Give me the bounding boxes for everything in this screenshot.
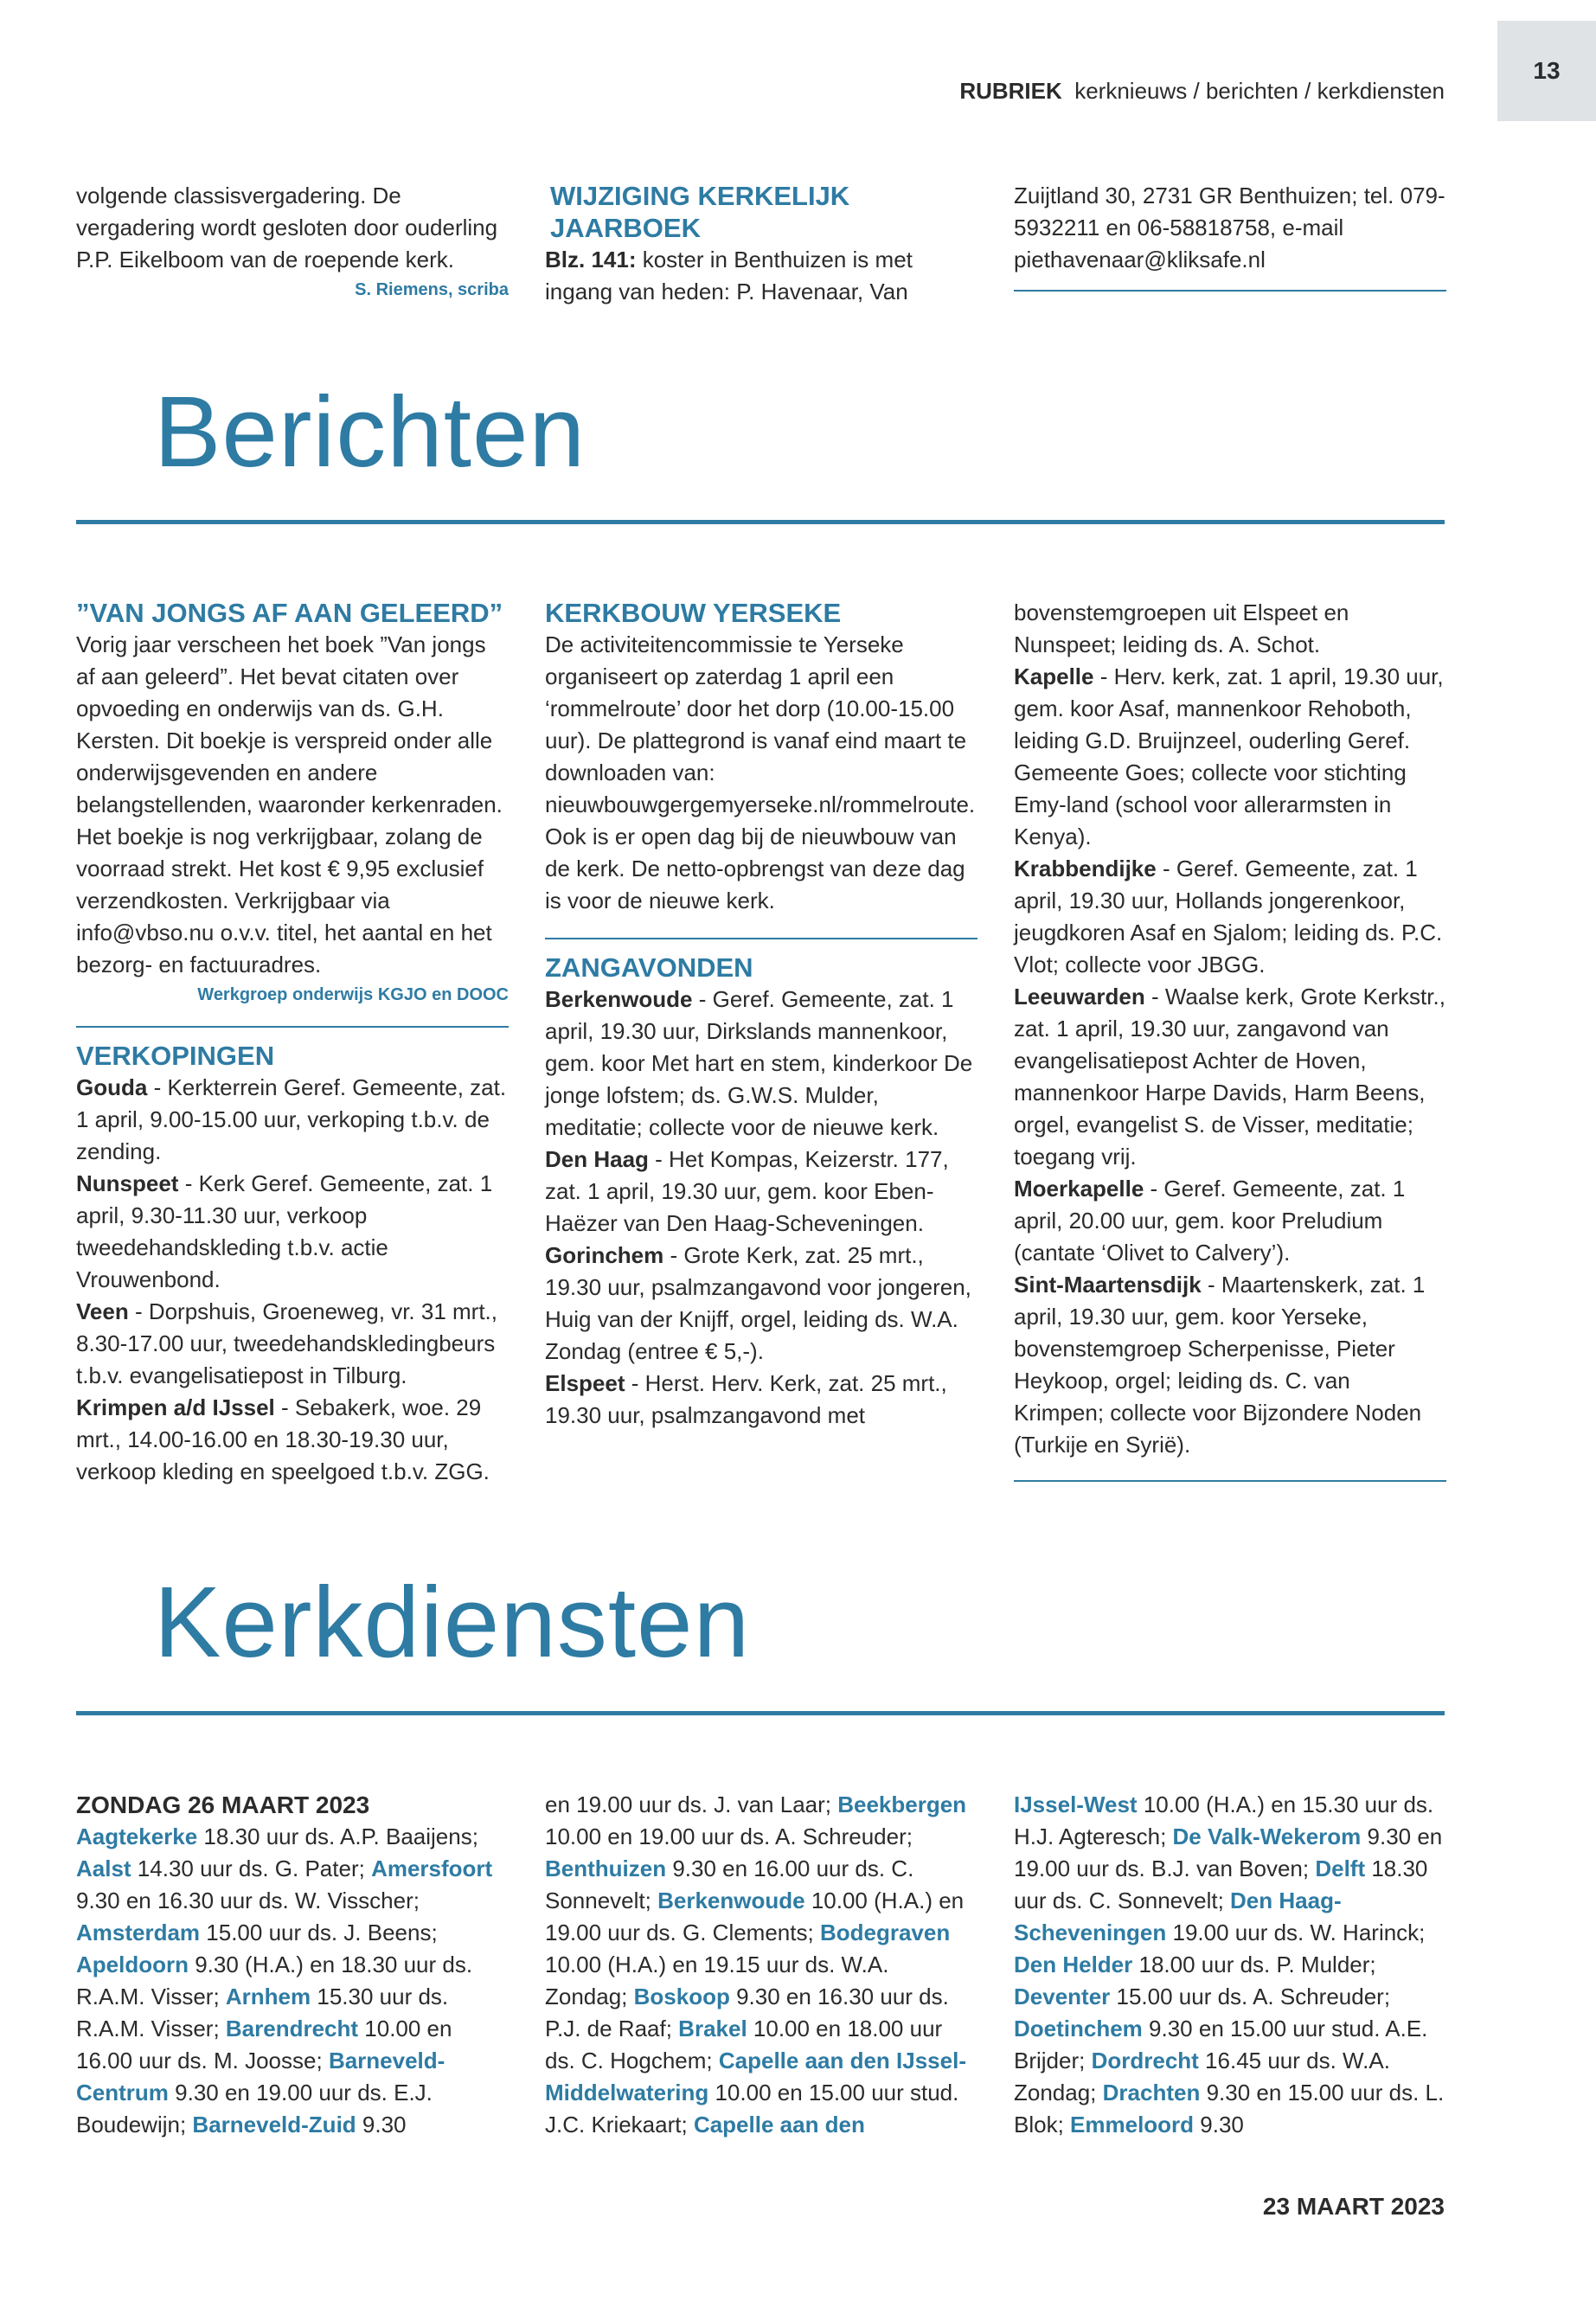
top-col2-lead: Blz. 141: — [545, 247, 637, 272]
place-name: Elspeet — [545, 1370, 625, 1396]
list-paragraph — [1014, 853, 1446, 981]
berichten-column-3 — [1014, 597, 1446, 1494]
service-text: 9.30 — [1194, 2112, 1244, 2138]
section-rule — [76, 1711, 1445, 1715]
list-paragraph — [545, 1240, 977, 1368]
place-name: Leeuwarden — [1014, 984, 1145, 1009]
service-text: 15.00 uur ds. J. Beens; — [200, 1920, 438, 1945]
place-name: IJssel-West — [1014, 1791, 1138, 1817]
service-text: 10.00 en 16.00 uur ds. M. Joosse; — [76, 2016, 452, 2073]
place-name: Aagtekerke — [76, 1823, 198, 1849]
service-text: 9.30 en 15.00 uur stud. A.E. Brijder; — [1014, 2016, 1428, 2073]
rubric-label: RUBRIEK — [959, 78, 1062, 104]
service-text: 10.00 en 19.00 uur ds. A. Schreuder; — [545, 1823, 913, 1849]
place-name: Drachten — [1102, 2080, 1201, 2106]
place-name: Boskoop — [633, 1984, 730, 2009]
place-name: Moerkapelle — [1014, 1176, 1144, 1202]
item-text: - Herst. Herv. Kerk, zat. 25 mrt., 19.30 uur, psalmzangavond met — [545, 1370, 947, 1428]
service-text: 14.30 uur ds. G. Pater; — [131, 1856, 372, 1881]
item-text: - Sebakerk, woe. 29 mrt., 14.00-16.00 en 18.30-19.30 uur, verkoop kleding en speelgoed t.b.v. ZGG. — [76, 1394, 490, 1484]
article-heading: KERKBOUW YERSEKE — [545, 598, 842, 628]
place-name: Barneveld-Centrum — [76, 2048, 445, 2106]
place-name: Berkenwoude — [545, 986, 693, 1012]
top-col2-paragraph — [545, 244, 977, 308]
top-col2-heading: WIJZIGING KERKELIJK JAARBOEK — [550, 181, 850, 243]
top-column-2 — [545, 180, 977, 308]
item-text: - Het Kompas, Keizerstr. 177, zat. 1 april, 19.30 uur, gem. koor Eben-Haëzer van Den Haag-Scheveningen. — [545, 1146, 949, 1236]
article-paragraph: Vorig jaar verscheen het boek ”Van jongs af aan geleerd”. Het bevat citaten over opvoeding en onderwijs van ds. G.H. Kersten. Dit boekje is verspreid onder alle onderwijsgevenden en andere belangstellenden, waaronder kerkenraden. Het boekje is nog verkrijgbaar, zolang de voorraad strekt. Het kost € 9,95 exclusief verzendkosten. Verkrijgbaar via info@vbso.nu o.v.v. titel, het aantal en het bezorg- en factuuradres. — [76, 631, 503, 977]
service-text: 9.30 (H.A.) en 18.30 uur ds. R.A.M. Visser; — [76, 1952, 473, 2009]
article-signature: Werkgroep onderwijs KGJO en DOOC — [197, 985, 509, 1004]
kerkdiensten-column-1 — [76, 1789, 509, 2141]
item-text: - Kerk Geref. Gemeente, zat. 1 april, 9.30-11.30 uur, verkoop tweedehandskleding t.b.v. actie Vrouwenbond. — [76, 1170, 493, 1292]
place-name: Emmeloord — [1070, 2112, 1195, 2138]
list-paragraph — [1014, 661, 1446, 853]
service-text: 9.30 en 15.00 uur ds. L. Blok; — [1014, 2080, 1445, 2138]
top-column-1 — [76, 180, 509, 304]
place-name: Amsterdam — [76, 1920, 201, 1945]
item-text: - Geref. Gemeente, zat. 1 april, 20.00 uur, gem. koor Preludium (cantate ‘Olivet to Calvery’). — [1014, 1176, 1406, 1266]
place-name: Beekbergen — [837, 1791, 967, 1817]
service-text: 10.00 en 18.00 uur ds. C. Hogchem; — [545, 2016, 943, 2073]
list-paragraph — [76, 1168, 509, 1296]
place-name: Barneveld-Zuid — [192, 2112, 356, 2138]
section-rule — [76, 520, 1445, 524]
list-paragraph — [545, 1368, 977, 1432]
services-paragraph — [545, 1789, 977, 2141]
place-name: Benthuizen — [545, 1856, 667, 1881]
item-text: - Geref. Gemeente, zat. 1 april, 19.30 uur, Dirkslands mannenkoor, gem. koor Met hart en stem, kinderkoor De jonge lofstem; ds. G.W.S. Mulder, meditatie; collecte voor de nieuwe kerk. — [545, 986, 973, 1140]
place-name: Brakel — [678, 2016, 747, 2041]
service-text: 15.30 uur ds. R.A.M. Visser; — [76, 1984, 449, 2041]
article-paragraph: De activiteitencommissie te Yerseke organiseert op zaterdag 1 april een ‘rommelroute’ door het dorp (10.00-15.00 uur). De plattegrond is vanaf eind maart te downloaden van: nieuwbouwgergemyerseke.nl/rommelroute. Ook is er open dag bij de nieuwbouw van de kerk. De netto-opbrengst van deze dag is voor de nieuwe kerk. — [545, 631, 976, 913]
top-col2-text: koster in Benthuizen is met ingang van heden: P. Havenaar, Van — [545, 247, 913, 304]
service-text: 16.45 uur ds. W.A. Zondag; — [1014, 2048, 1390, 2106]
divider — [545, 938, 977, 939]
place-name: Capelle aan den — [693, 2112, 865, 2138]
place-name: Capelle aan den IJssel-Middelwatering — [545, 2048, 966, 2106]
divider — [1014, 1480, 1446, 1482]
place-name: Sint-Maartensdijk — [1014, 1272, 1202, 1298]
place-name: Gorinchem — [545, 1242, 664, 1268]
place-name: Den Helder — [1014, 1952, 1133, 1977]
service-text: 9.30 en 16.30 uur ds. W. Visscher; — [76, 1888, 420, 1913]
section-header — [959, 78, 1445, 105]
service-text: 15.00 uur ds. A. Schreuder; — [1110, 1984, 1391, 2009]
item-text: - Kerkterrein Geref. Gemeente, zat. 1 april, 9.00-15.00 uur, verkoping t.b.v. de zending. — [76, 1074, 507, 1164]
item-text: - Herv. kerk, zat. 1 april, 19.30 uur, gem. koor Asaf, mannenkoor Rehoboth, leiding G.D. Bruijnzeel, ouderling Geref. Gemeente Goes; collecte voor stichting Emy-land (school voor allerarmsten in Kenya). — [1014, 663, 1444, 849]
place-name: Arnhem — [225, 1984, 311, 2009]
place-name: Doetinchem — [1014, 2016, 1143, 2041]
top-column-3 — [1014, 180, 1446, 304]
service-text: 19.00 uur ds. W. Harinck; — [1166, 1920, 1426, 1945]
divider — [1014, 290, 1446, 292]
page-number: 13 — [1497, 21, 1596, 121]
place-name: Amersfoort — [371, 1856, 493, 1881]
services-paragraph — [76, 1821, 509, 2141]
service-text: 9.30 en 19.00 uur ds. E.J. Boudewijn; — [76, 2080, 433, 2138]
item-text: - Dorpshuis, Groeneweg, vr. 31 mrt., 8.30-17.00 uur, tweedehandskledingbeurs t.b.v. evangelisatiepost in Tilburg. — [76, 1298, 497, 1388]
service-text: 9.30 en 19.00 uur ds. B.J. van Boven; — [1014, 1823, 1443, 1881]
berichten-column-2 — [545, 597, 977, 1432]
berichten-title: Berichten — [154, 375, 586, 488]
article-heading: ZANGAVONDEN — [545, 952, 753, 983]
service-text: 9.30 — [356, 2112, 407, 2138]
date-heading: ZONDAG 26 MAART 2023 — [76, 1791, 370, 1818]
place-name: Delft — [1315, 1856, 1366, 1881]
place-name: Nunspeet — [76, 1170, 179, 1196]
place-name: Krabbendijke — [1014, 856, 1157, 881]
place-name: Bodegraven — [819, 1920, 951, 1945]
service-text: en 19.00 uur ds. J. van Laar; — [545, 1791, 838, 1817]
list-paragraph — [1014, 1269, 1446, 1461]
place-name: Veen — [76, 1298, 129, 1324]
service-text: 10.00 (H.A.) en 19.15 uur ds. W.A. Zondag; — [545, 1952, 889, 2009]
item-text: - Geref. Gemeente, zat. 1 april, 19.30 uur, Hollands jongerenkoor, jeugdkoren Asaf en Sjalom; leiding ds. P.C. Vlot; collecte voor JBGG. — [1014, 856, 1443, 977]
rubric-text: kerknieuws / berichten / kerkdiensten — [1074, 78, 1445, 104]
top-col1-text: volgende classisvergadering. De vergadering wordt gesloten door ouderling P.P. Eikelboom van de roepende kerk. — [76, 183, 498, 272]
service-text: 10.00 en 15.00 uur stud. J.C. Kriekaart; — [545, 2080, 959, 2138]
kerkdiensten-column-2 — [545, 1789, 977, 2141]
item-text: - Waalse kerk, Grote Kerkstr., zat. 1 april, 19.30 uur, zangavond van evangelisatiepost Achter de Hoven, mannenkoor Harpe Davids, Harm Beens, orgel, evangelist S. de Visser, meditatie; toegang vrij. — [1014, 984, 1445, 1170]
place-name: Den Haag-Scheveningen — [1014, 1888, 1342, 1945]
place-name: Deventer — [1014, 1984, 1111, 2009]
place-name: Dordrecht — [1091, 2048, 1199, 2073]
kerkdiensten-title: Kerkdiensten — [154, 1566, 751, 1678]
service-text: 9.30 en 16.00 uur ds. C. Sonnevelt; — [545, 1856, 914, 1913]
service-text: 9.30 en 16.30 uur ds. P.J. de Raaf; — [545, 1984, 949, 2041]
article-heading: VERKOPINGEN — [76, 1041, 275, 1071]
place-name: Apeldoorn — [76, 1952, 189, 1977]
service-text: 10.00 (H.A.) en 19.00 uur ds. G. Clements; — [545, 1888, 965, 1945]
list-paragraph — [76, 1296, 509, 1392]
list-paragraph — [545, 984, 977, 1144]
place-name: Berkenwoude — [657, 1888, 805, 1913]
service-text: 18.30 uur ds. A.P. Baaijens; — [197, 1823, 478, 1849]
kerkdiensten-column-3 — [1014, 1789, 1446, 2141]
top-col1-signature: S. Riemens, scriba — [355, 280, 509, 299]
place-name: Gouda — [76, 1074, 148, 1100]
list-paragraph — [545, 1144, 977, 1240]
issue-date: 23 MAART 2023 — [1262, 2193, 1445, 2220]
place-name: De Valk-Wekerom — [1172, 1823, 1362, 1849]
place-name: Barendrecht — [225, 2016, 359, 2041]
service-text: 18.30 uur ds. C. Sonnevelt; — [1014, 1856, 1428, 1913]
place-name: Den Haag — [545, 1146, 649, 1172]
list-paragraph — [76, 1072, 509, 1168]
place-name: Kapelle — [1014, 663, 1094, 689]
services-paragraph — [1014, 1789, 1446, 2141]
divider — [76, 1026, 509, 1028]
top-col3-text: Zuijtland 30, 2731 GR Benthuizen; tel. 079-5932211 en 06-58818758, e-mail piethavenaar@kliksafe.nl — [1014, 183, 1445, 272]
service-text: 10.00 (H.A.) en 15.30 uur ds. H.J. Agteresch; — [1014, 1791, 1434, 1849]
place-name: Krimpen a/d IJssel — [76, 1394, 275, 1420]
service-text: 18.00 uur ds. P. Mulder; — [1132, 1952, 1376, 1977]
article-heading: ”VAN JONGS AF AAN GELEERD” — [76, 598, 503, 628]
list-paragraph — [1014, 981, 1446, 1173]
list-paragraph — [1014, 1173, 1446, 1269]
place-name: Aalst — [76, 1856, 131, 1881]
list-paragraph — [76, 1392, 509, 1488]
continued-paragraph: bovenstemgroepen uit Elspeet en Nunspeet; leiding ds. A. Schot. — [1014, 599, 1349, 657]
item-text: - Maartenskerk, zat. 1 april, 19.30 uur, gem. koor Yerseke, bovenstemgroep Scherpenisse, Pieter Heykoop, orgel; leiding ds. C. van Krimpen; collecte voor Bijzondere Noden (Turkije en Syrië). — [1014, 1272, 1426, 1458]
item-text: - Grote Kerk, zat. 25 mrt., 19.30 uur, psalmzangavond voor jongeren, Huig van der Knijff, orgel, leiding ds. W.A. Zondag (entree € 5,-). — [545, 1242, 971, 1364]
berichten-column-1 — [76, 597, 509, 1488]
